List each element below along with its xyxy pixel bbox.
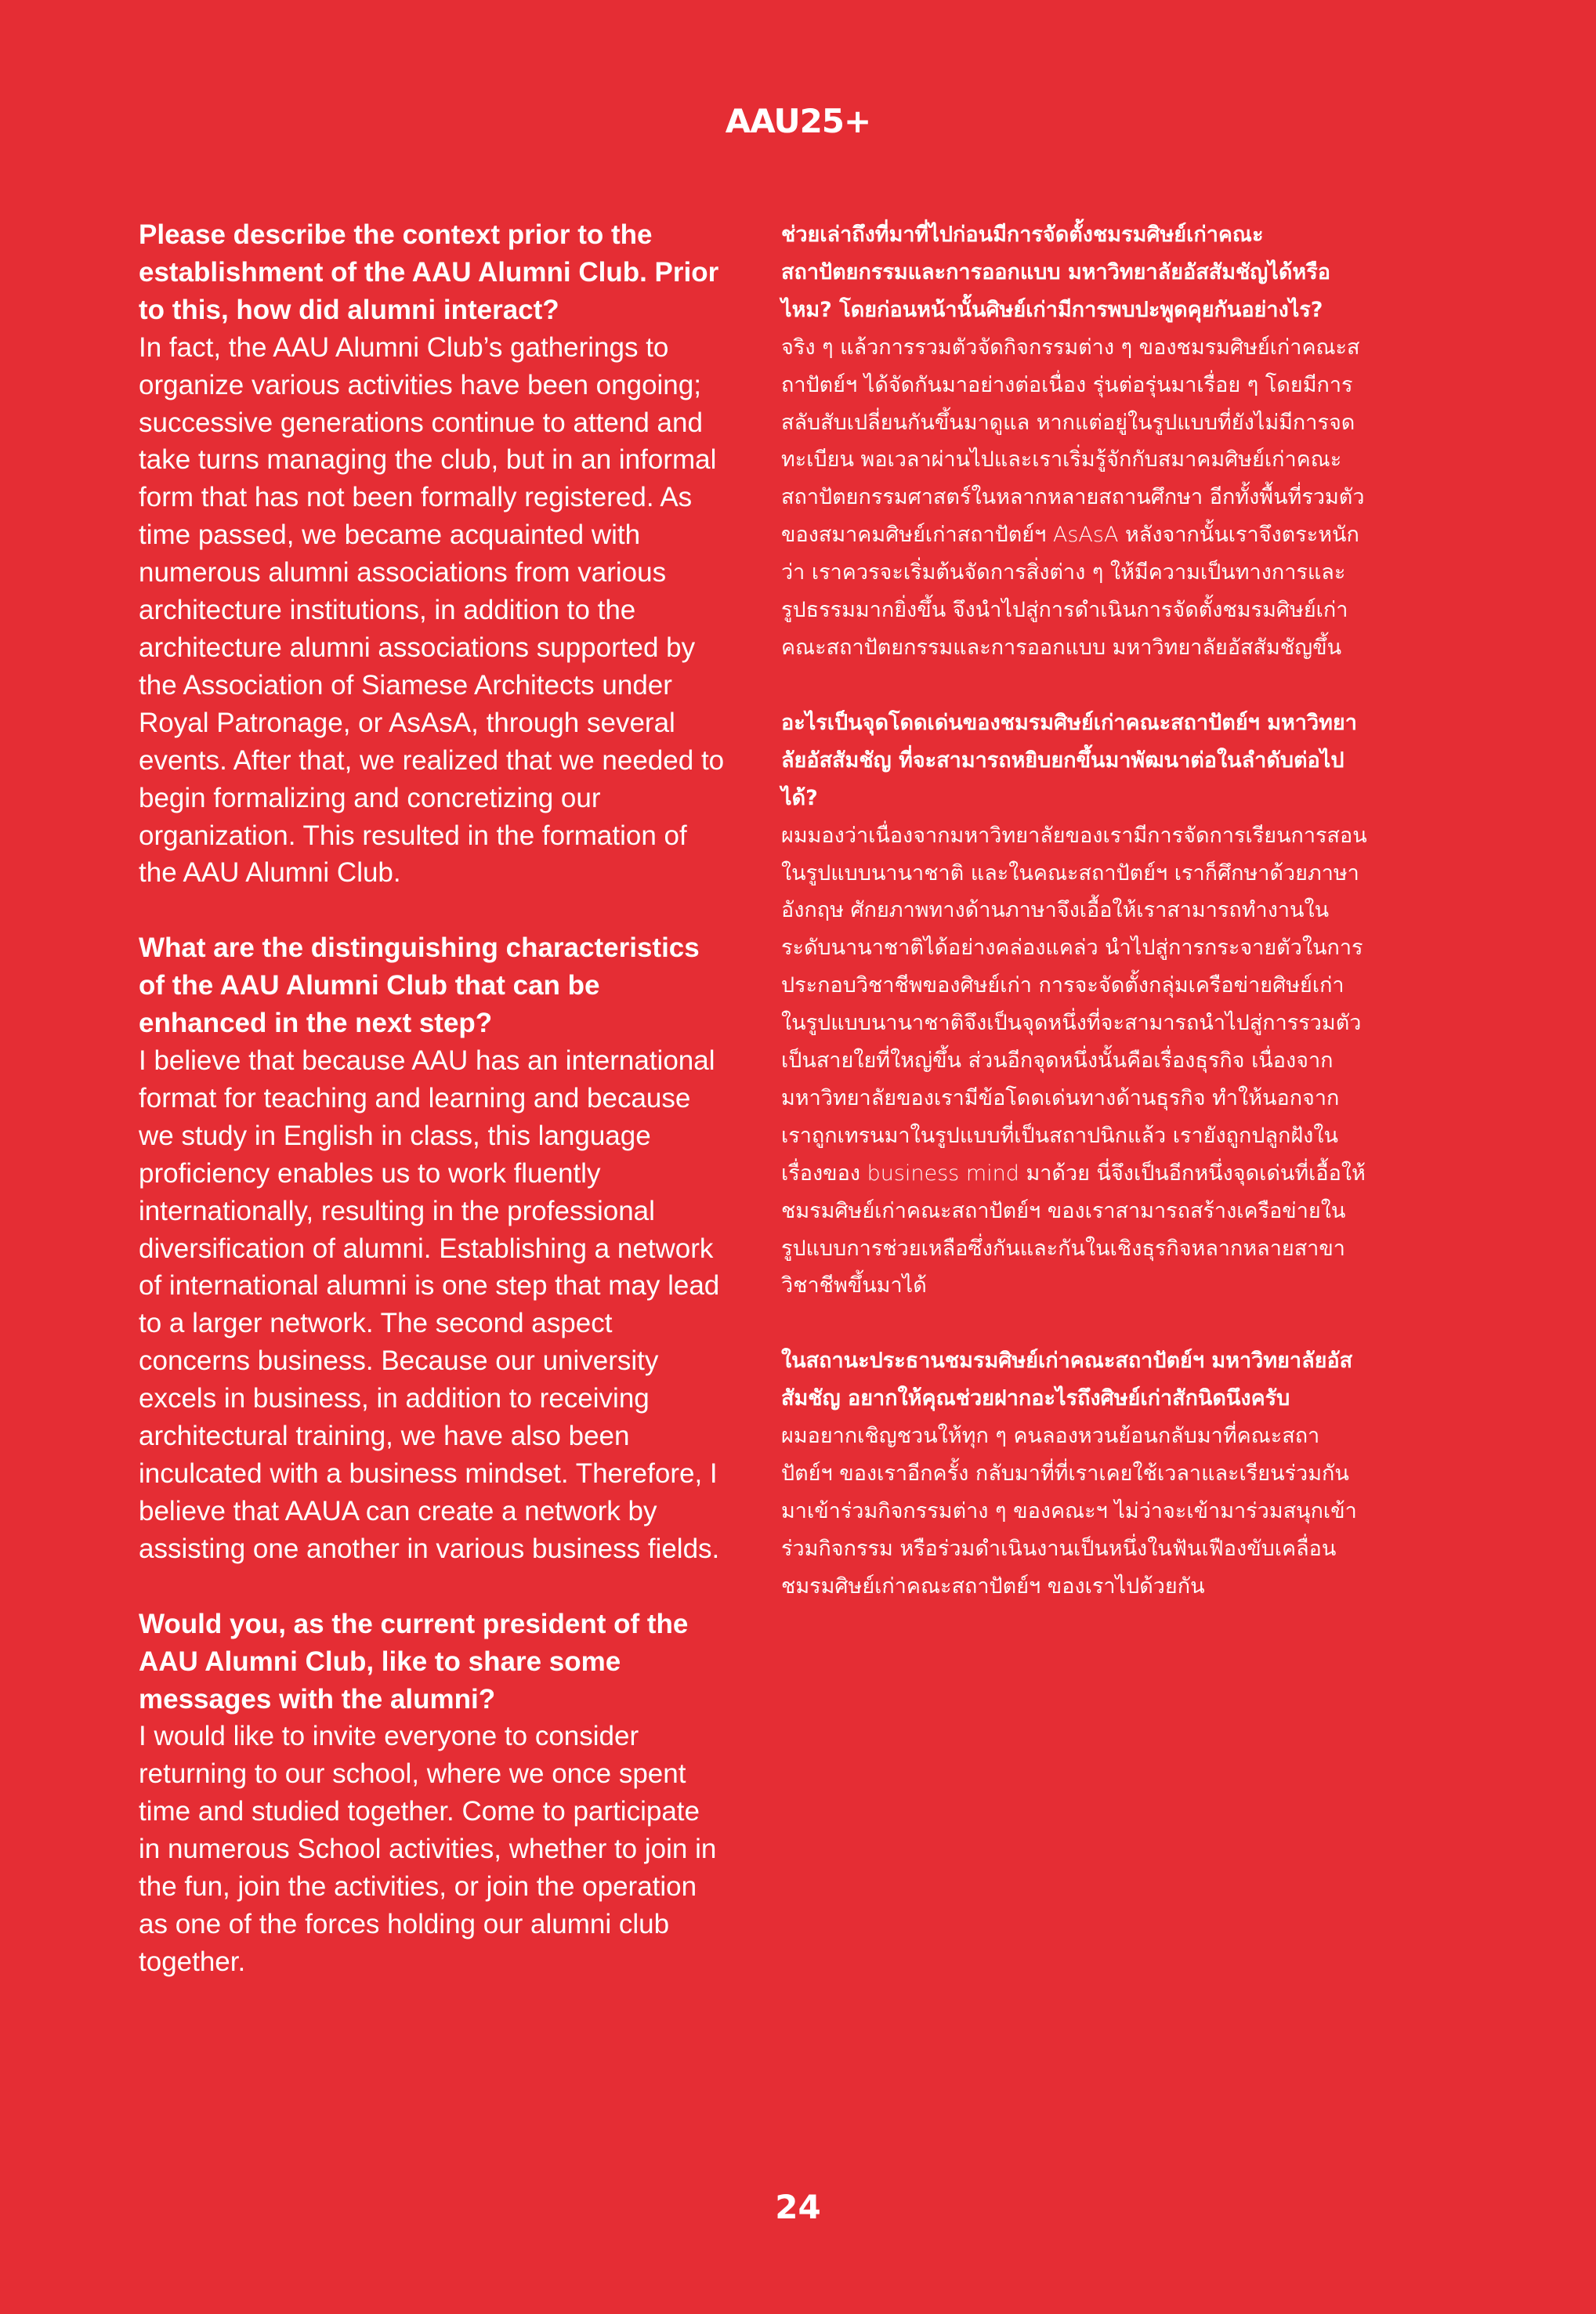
thai-question-message: ในสถานะประธานชมรมศิษย์เก่าคณะสถาปัตย์ฯ มหาวิทยาลัยอัสสัมชัญ อยากให้คุณช่วยฝากอะไรถึงศิษย์เก่าสักนิดนึงครับ [781, 1349, 1353, 1411]
thai-section-message [781, 1342, 1369, 1605]
thai-column [781, 216, 1369, 1643]
english-question-message: Would you, as the current president of the AAU Alumni Club, like to share some messages with the alumni? [139, 1608, 689, 1715]
english-answer-characteristics: I believe that because AAU has an international format for teaching and learning and because we study in English in class, this language proficiency enables us to work fluently internationally, resulting in the professional diversification of alumni. Establishing a network of international alumni is one step that may lead to a larger network. The second aspect concerns business. Because our university excels in business, in addition to receiving architectural training, we have also been inculcated with a business mindset. Therefore, I believe that AAUA can create a network by assisting one another in various business fields. [139, 1045, 720, 1564]
english-question-characteristics: What are the distinguishing characteristics of the AAU Alumni Club that can be enhanced in the next step? [139, 932, 700, 1039]
english-answer-context: In fact, the AAU Alumni Club’s gatherings to organize various activities have been ongoing; successive generations continue to attend and take turns managing the club, but in an informal form that has not been formally registered. As time passed, we became acquainted with numerous alumni associations from various architecture institutions, in addition to the architecture alumni associations supported by the Association of Siamese Architects under Royal Patronage, or AsAsA, through several events. After that, we realized that we needed to begin formalizing and concretizing our organization. This resulted in the formation of the AAU Alumni Club. [139, 331, 725, 889]
english-section-context [139, 216, 726, 892]
english-section-characteristics [139, 929, 726, 1567]
page-number: 24 [775, 2188, 821, 2226]
thai-question-context: ช่วยเล่าถึงที่มาที่ไปก่อนมีการจัดตั้งชมรมศิษย์เก่าคณะสถาปัตยกรรมและการออกแบบ มหาวิทยาลัยอัสสัมชัญได้หรือไหม? โดยก่อนหน้านั้นศิษย์เก่ามีการพบปะพูดคุยกันอย่างไร? [781, 223, 1330, 322]
thai-answer-characteristics: ผมมองว่าเนื่องจากมหาวิทยาลัยของเรามีการจัดการเรียนการสอนในรูปแบบนานาชาติ และในคณะสถาปัตย์ฯ เราก็ศึกษาด้วยภาษาอังกฤษ ศักยภาพทางด้านภาษาจึงเอื้อให้เราสามารถทำงานในระดับนานาชาติได้อย่างคล่องแคล่ว นำไปสู่การกระจายตัวในการประกอบวิชาชีพของศิษย์เก่า การจะจัดตั้งกลุ่มเครือข่ายศิษย์เก่าในรูปแบบนานาชาติจึงเป็นจุดหนึ่งที่จะสามารถนำไปสู่การรวมตัวเป็นสายใยที่ใหญ่ขึ้น ส่วนอีกจุดหนึ่งนั้นคือเรื่องธุรกิจ เนื่องจากมหาวิทยาลัยของเรามีข้อโดดเด่นทางด้านธุรกิจ ทำให้นอกจากเราถูกเทรนมาในรูปแบบที่เป็นสถาปนิกแล้ว เรายังถูกปลูกฝังในเรื่องของ business mind มาด้วย นี่จึงเป็นอีกหนึ่งจุดเด่นที่เอื้อให้ชมรมศิษย์เก่าคณะสถาปัตย์ฯ ของเราสามารถสร้างเครือข่ายในรูปแบบการช่วยเหลือซึ่งกันและกันในเชิงธุรกิจหลากหลายสาขาวิชาชีพขึ้นมาได้ [781, 823, 1367, 1298]
english-section-message [139, 1606, 726, 1981]
english-question-context: Please describe the context prior to the establishment of the AAU Alumni Club. Prior to this, how did alumni interact? [139, 219, 719, 325]
english-answer-message: I would like to invite everyone to consider returning to our school, where we once spent time and studied together. Come to participate in numerous School activities, whether to join in the fun, join the activities, or join the operation as one of the forces holding our alumni club together. [139, 1721, 717, 1977]
thai-question-characteristics: อะไรเป็นจุดโดดเด่นของชมรมศิษย์เก่าคณะสถาปัตย์ฯ มหาวิทยาลัยอัสสัมชัญ ที่จะสามารถหยิบยกขึ้นมาพัฒนาต่อในลำดับต่อไปได้? [781, 710, 1357, 810]
thai-section-context [781, 216, 1369, 667]
magazine-header: AAU25+ [725, 102, 871, 140]
english-column [139, 216, 726, 2019]
thai-section-characteristics [781, 704, 1369, 1305]
thai-answer-message: ผมอยากเชิญชวนให้ทุก ๆ คนลองหวนย้อนกลับมาที่คณะสถาปัตย์ฯ ของเราอีกครั้ง กลับมาที่ที่เราเคยใช้เวลาและเรียนร่วมกัน มาเข้าร่วมกิจกรรมต่าง ๆ ของคณะฯ ไม่ว่าจะเข้ามาร่วมสนุกเข้าร่วมกิจกรรม หรือร่วมดำเนินงานเป็นหนึ่งในฟันเฟืองขับเคลื่อนชมรมศิษย์เก่าคณะสถาปัตย์ฯ ของเราไปด้วยกัน [781, 1424, 1357, 1599]
thai-answer-context: จริง ๆ แล้วการรวมตัวจัดกิจกรรมต่าง ๆ ของชมรมศิษย์เก่าคณะสถาปัตย์ฯ ได้จัดกันมาอย่างต่อเนื่อง รุ่นต่อรุ่นมาเรื่อย ๆ โดยมีการสลับสับเปลี่ยนกันขึ้นมาดูแล หากแต่อยู่ในรูปแบบที่ยังไม่มีการจดทะเบียน พอเวลาผ่านไปและเราเริ่มรู้จักกับสมาคมศิษย์เก่าคณะสถาปัตยกรรมศาสตร์ในหลากหลายสถานศึกษา อีกทั้งพื้นที่รวมตัวของสมาคมศิษย์เก่าสถาปัตย์ฯ AsAsA หลังจากนั้นเราจึงตระหนักว่า เราควรจะเริ่มต้นจัดการสิ่งต่าง ๆ ให้มีความเป็นทางการและรูปธรรมมากยิ่งขึ้น จึงนำไปสู่การดำเนินการจัดตั้งชมรมศิษย์เก่าคณะสถาปัตยกรรมและการออกแบบ มหาวิทยาลัยอัสสัมชัญขึ้น [781, 335, 1365, 660]
